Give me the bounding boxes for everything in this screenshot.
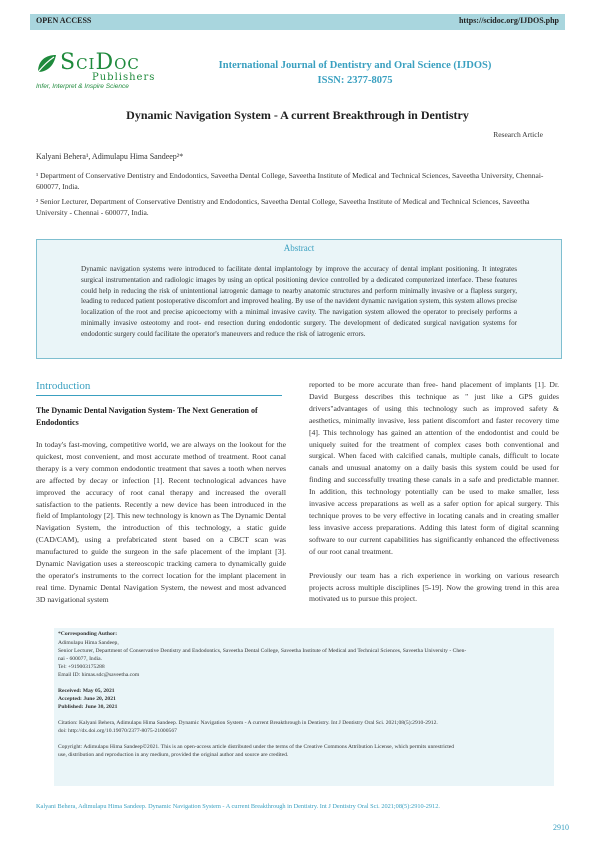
corresponding-tel: Tel: +919003175288 — [58, 664, 105, 670]
correspondence-box — [54, 628, 554, 786]
accepted-date: Accepted: June 20, 2021 — [58, 696, 116, 702]
journal-name: International Journal of Dentistry and Oral Science (IJDOS) — [218, 60, 492, 71]
received-date: Received: May 05, 2021 — [58, 688, 115, 694]
corresponding-address-2: nai - 600077, India. — [58, 656, 102, 662]
abstract-box — [36, 239, 562, 359]
citation-line-1: Citation: Kalyani Behera, Adimulapu Hima Sandeep. Dynamic Navigation System - A current Breakthrough in Dentistry. Int J Dentistry Oral Sci. 2021;08(5):2910-2912. — [58, 720, 438, 726]
citation-doi-link[interactable]: doi: http://dx.doi.org/10.19070/2377-8075-21000567 — [58, 728, 177, 734]
article-type: Research Article — [493, 130, 543, 139]
logo-tagline: Infer, Interpret & Inspire Science — [36, 83, 129, 90]
journal-issn: ISSN: 2377-8075 — [317, 75, 393, 86]
corresponding-address-1: Senior Lecturer, Department of Conservative Dentistry and Endodontics, Saveetha Dental College, Saveetha Institute of Medical and Technical Sciences, Saveetha University - Chen- — [58, 648, 467, 654]
journal-url-link[interactable]: https://scidoc.org/IJDOS.php — [458, 16, 559, 25]
footer-citation: Kalyani Behera, Adimulapu Hima Sandeep. Dynamic Navigation System - A current Breakthrough in Dentistry. Int J Dentistry Oral Sci. 2021;08(5):2910-2912. — [36, 803, 440, 810]
open-access-label: OPEN ACCESS — [36, 16, 92, 25]
scidoc-logo — [30, 48, 160, 94]
copyright-line-2: use, distribution and reproduction in any medium, provided the original author and source are credited. — [58, 752, 289, 758]
corresponding-author-name: Adimulapu Hima Sandeep, — [58, 640, 119, 646]
logo-name: SciDoc — [60, 50, 140, 75]
right-column — [309, 379, 559, 605]
article-title: Dynamic Navigation System - A current Breakthrough in Dentistry — [126, 108, 469, 122]
corresponding-author-label: *Corresponding Author: — [58, 631, 118, 637]
corresponding-email[interactable]: Email ID: himas.sdc@saveetha.com — [58, 672, 140, 678]
journal-header — [190, 58, 520, 88]
intro-paragraph-right-2: Previously our team has a rich experience in working on various research projects across multiple disciplines [5-19]. Now the growing trend in this area motivated us to pursue this project. — [309, 570, 559, 604]
author-list: Kalyani Behera¹, Adimulapu Hima Sandeep²* — [36, 152, 184, 161]
section-divider — [36, 395, 282, 396]
open-access-bar — [30, 14, 565, 30]
introduction-heading: Introduction — [36, 380, 91, 392]
abstract-text: Dynamic navigation systems were introduced to facilitate dental implantology by improve the accuracy of dental implant positioning. It integrates surgical instrumentation and radiologic images by using an optical positioning device controlled by a dedicated computerized interface. These features could help in reducing the risk of unintentional iatrogenic damage to nearby anatomic structures and perform minimally invasive or a flapless surgery, leading to reduced patient postoperative discomfort and improved healing. By use of the navident dynamic navigation system, this system allows precise localization of the root and precise apicoectomy with a minimal invasive cavity. The navigation system allowed the operator to precisely performs a minimally invasive osteotomy and root- end resection during endodontic surgery. The development of dedicated surgical navigation systems for endodontic surgery could facilitate the operator's maneuvers and reduce the risk of iatrogenic errors. — [81, 265, 517, 338]
affiliation-2: ² Senior Lecturer, Department of Conservative Dentistry and Endodontics, Saveetha Dental College, Saveetha Institute of Medical and Technical Sciences, Saveetha University - Chennai - 600077, India. — [36, 197, 530, 217]
leaf-icon — [34, 52, 58, 76]
copyright-line-1: Copyright: Adimulapu Hima Sandeep©2021. This is an open-access article distributed under the terms of the Creative Commons Attribution License, which permits unrestricted — [58, 744, 455, 750]
subsection-heading: The Dynamic Dental Navigation System- The Next Generation of Endodontics — [36, 406, 258, 427]
left-column — [36, 439, 286, 606]
logo-publishers: Publishers — [92, 72, 156, 83]
abstract-heading: Abstract — [283, 243, 315, 253]
intro-paragraph-left: In today's fast-moving, competitive world, we are always on the lookout for the quickest, most convenient, and most accurate method of treatment. Root canal therapy is a very common endodontic treatment that saves a tooth when nerves are affected by decay or infection [1]. Recent technological advances have improved the accuracy of root canal therapy and increased the overall satisfaction to the patients. Recently a new device has been introduced in the field of Implantology [2]. This new technology is known as The Dynamic Dental Navigation System, the introduction of this technology, a static guide (CAD/CAM), using a prefabricated stent based on a CBCT scan was manufactured to guide the surgeon in the safe placement of the implant [3]. Dynamic Navigation uses a stereoscopic tracking camera to dynamically guide the operator's instruments to the correct location for the implant placement in real time. Dynamic Dental Navigation System, the newest and most advanced 3D navigational system — [36, 440, 286, 604]
page-number: 2910 — [553, 823, 569, 832]
intro-paragraph-right-1: reported to be more accurate than free- hand placement of implants [1]. Dr. David Burgess describes this technique as " just like a GPS guides drivers"advantages of using this technology such as improved safety & aesthetics, minimally invasive, less patient discomfort and faster recovery time [4]. This technology has gained an attention of the endodontist and could be uniquely suited for the treatment of complex cases both conventional and surgical. When faced with calcified canals, multiple canals, difficult to locate canals and unusual anatomy on a daily basis this system could be used for finding and successfully treating these canals in a safe and predictable manner. In addition, this technology potentially can be used to make smaller, less invasive access preparations as well as a safer option for apical surgery. This technique proves to be very effective in locating canals and in creating smaller less invasive access preparations. Adding this latest form of digital scanning software to our current capabilities has significantly enhanced the effectiveness of our root canal treatment. — [309, 380, 559, 556]
affiliation-1: ¹ Department of Conservative Dentistry and Endodontics, Saveetha Dental College, Saveetha Institute of Medical and Technical Sciences, Saveetha University, Chennai- 600077, India. — [36, 171, 544, 191]
published-date: Published: June 30, 2021 — [58, 704, 118, 710]
